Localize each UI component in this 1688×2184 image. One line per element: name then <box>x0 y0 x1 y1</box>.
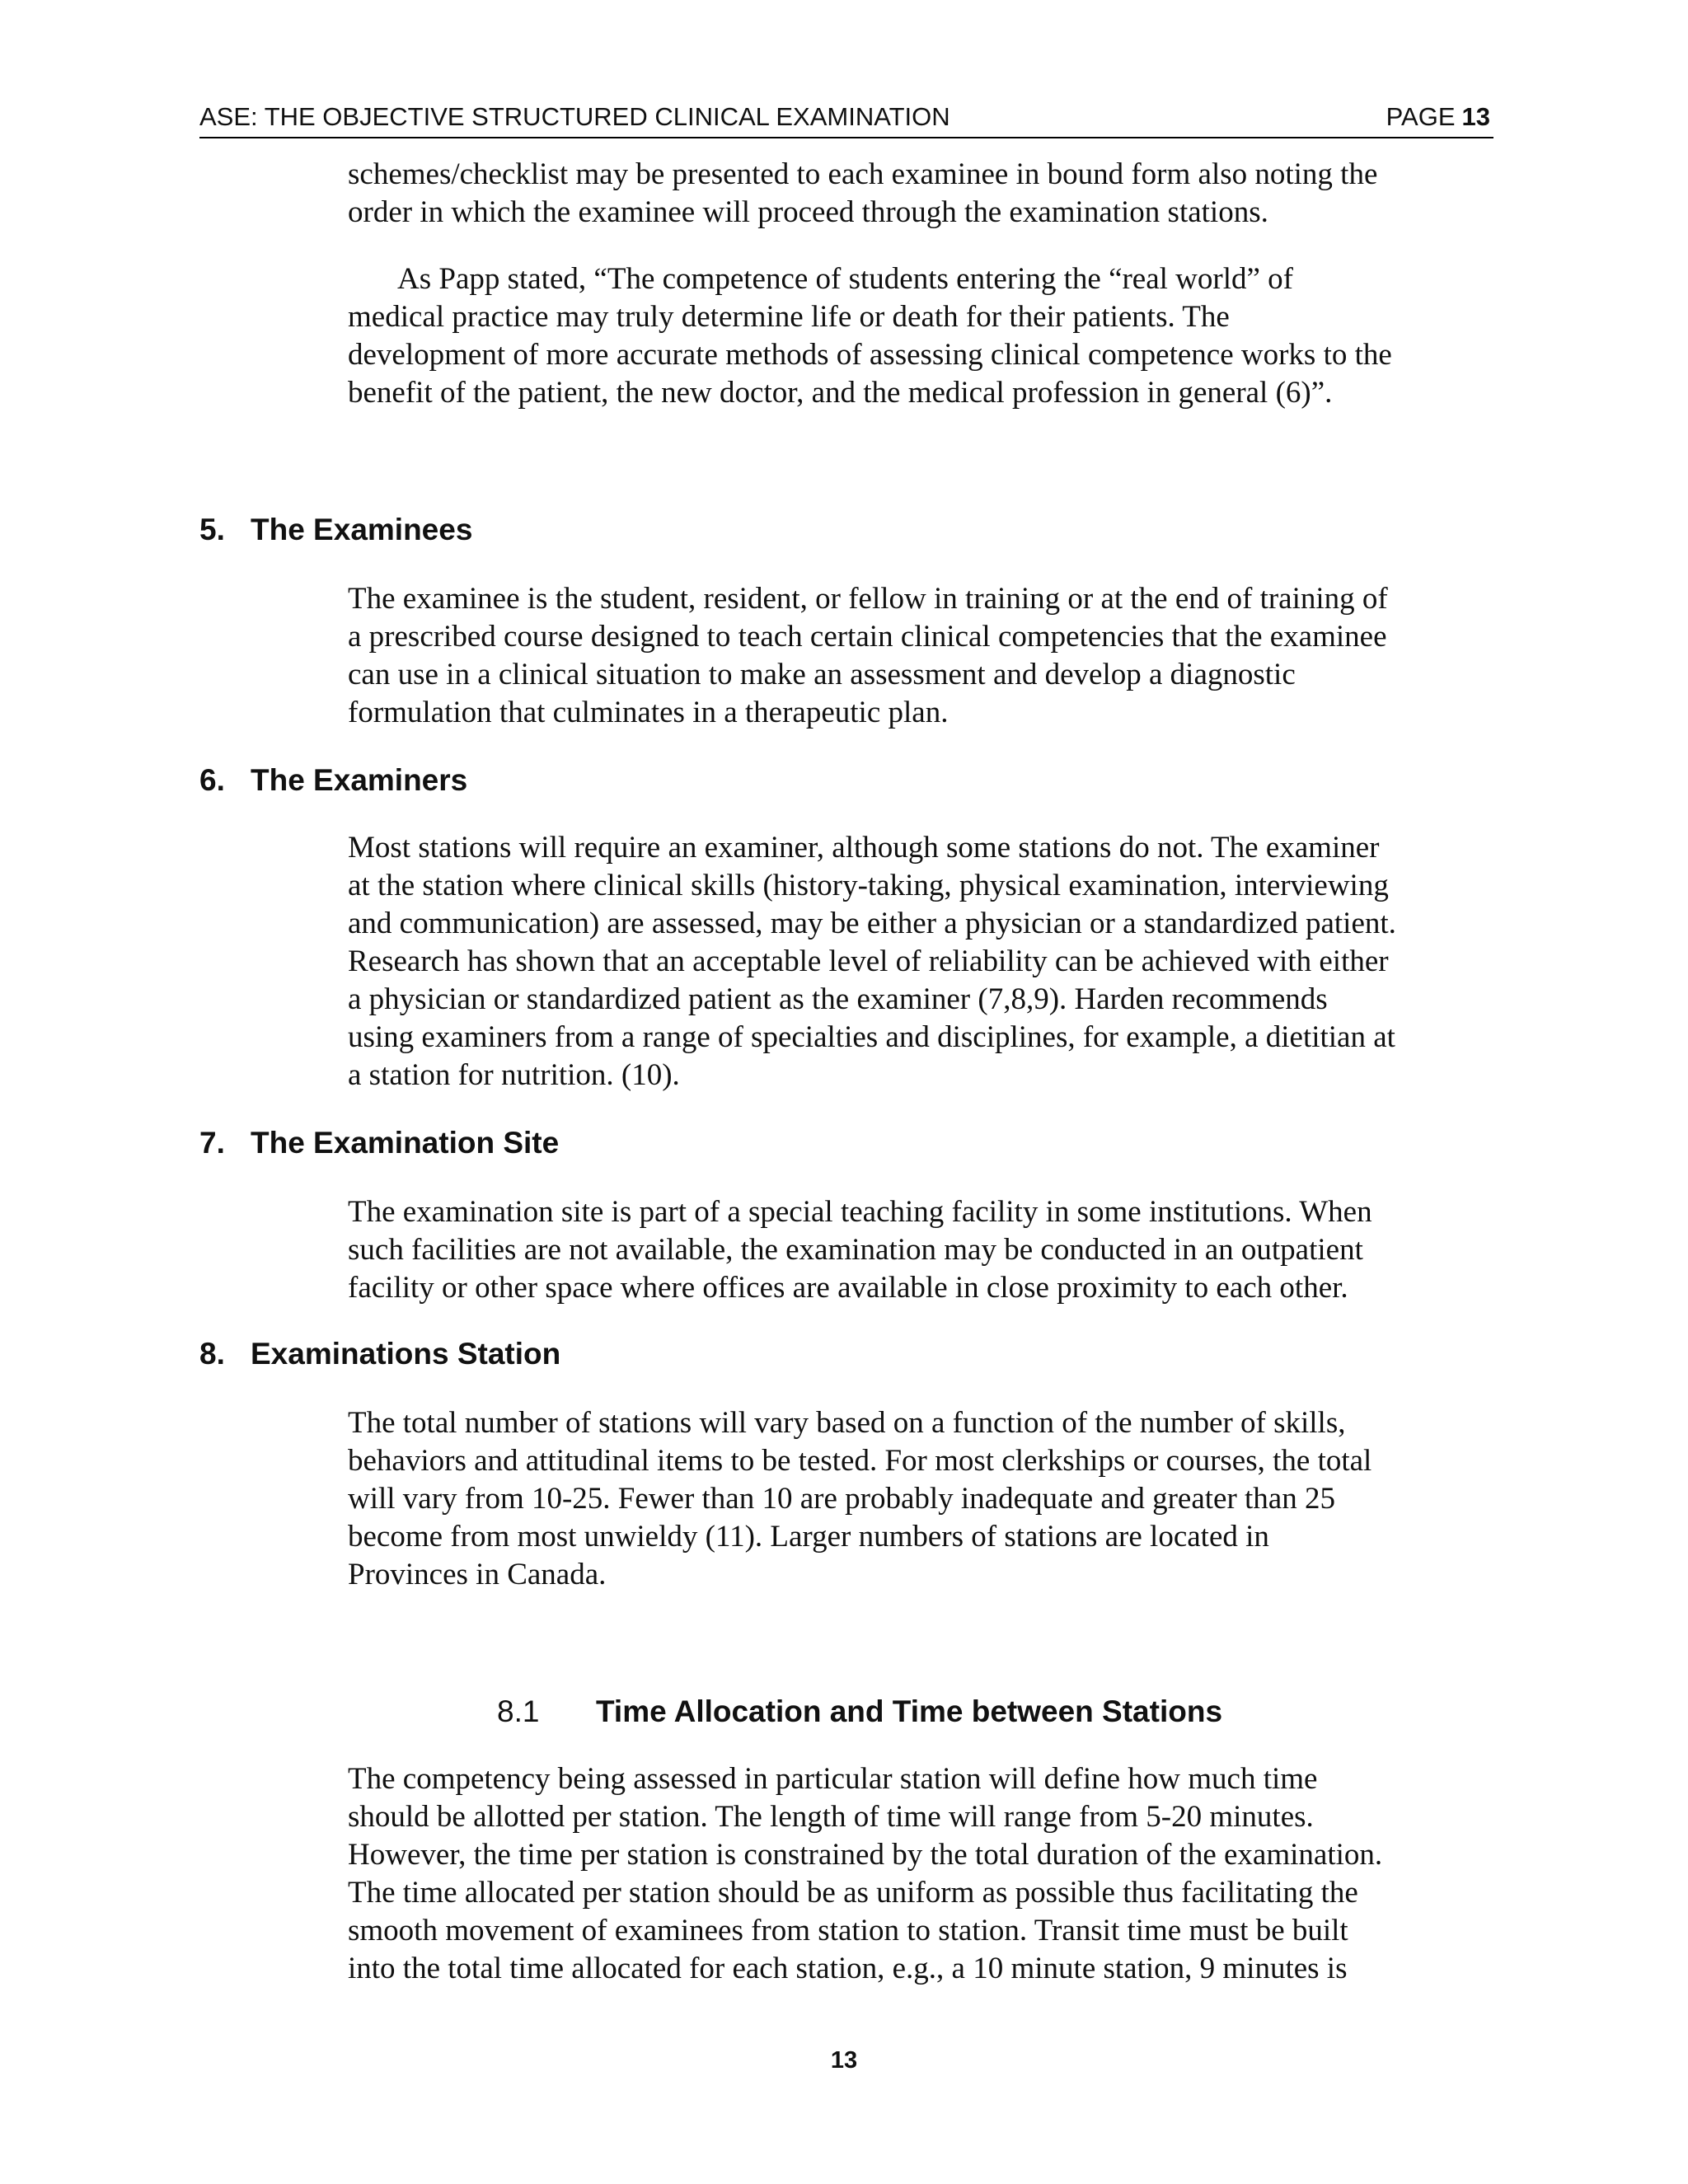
text-line: The total number of stations will vary based on a function of the number of skills, <box>348 1406 1346 1440</box>
section-body-examinations-station <box>348 1404 1372 1594</box>
header-page-indicator <box>1386 97 1490 137</box>
text-line: development of more accurate methods of assessing clinical competence works to the <box>348 338 1392 372</box>
subsection-number: 8.1 <box>497 1694 540 1728</box>
section-heading-examinations-station <box>199 1335 560 1373</box>
text-line: smooth movement of examinees from station to station. Transit time must be built <box>348 1914 1348 1947</box>
header-page-number: 13 <box>1461 102 1490 131</box>
text-line: The examinee is the student, resident, or fellow in training or at the end of training of <box>348 582 1388 616</box>
section-body-examination-site <box>348 1193 1372 1307</box>
text-line: formulation that culminates in a therapeutic plan. <box>348 696 949 729</box>
text-line: benefit of the patient, the new doctor, and the medical profession in general (6)”. <box>348 376 1333 410</box>
text-line: order in which the examinee will proceed through the examination stations. <box>348 195 1268 229</box>
text-line: a physician or standardized patient as the examiner (7,8,9). Harden recommends <box>348 982 1328 1016</box>
section-heading-examination-site <box>199 1124 559 1162</box>
section-body-examinees <box>348 580 1388 732</box>
text-line: should be allotted per station. The length of time will range from 5-20 minutes. <box>348 1800 1314 1834</box>
text-line: Provinces in Canada. <box>348 1558 607 1591</box>
text-line: and communication) are assessed, may be either a physician or a standardized patient. <box>348 907 1396 940</box>
text-line: a station for nutrition. (10). <box>348 1058 680 1092</box>
text-line: medical practice may truly determine life or death for their patients. The <box>348 300 1230 334</box>
text-line: Research has shown that an acceptable level of reliability can be achieved with either <box>348 944 1389 978</box>
text-line: The time allocated per station should be as uniform as possible thus facilitating the <box>348 1876 1358 1910</box>
subsection-body-time-allocation <box>348 1760 1382 1988</box>
text-line: Most stations will require an examiner, although some stations do not. The examiner <box>348 831 1380 865</box>
text-line: can use in a clinical situation to make an assessment and develop a diagnostic <box>348 658 1296 691</box>
text-line: As Papp stated, “The competence of students entering the “real world” of <box>397 262 1294 296</box>
header-page-label: PAGE <box>1386 102 1456 131</box>
section-number: 6. <box>199 763 225 797</box>
section-body-examiners <box>348 829 1396 1094</box>
running-header <box>199 97 1493 138</box>
footer-page-number: 13 <box>830 2047 858 2074</box>
section-heading-examiners <box>199 762 467 799</box>
section-number: 8. <box>199 1337 225 1371</box>
text-line: become from most unwieldy (11). Larger numbers of stations are located in <box>348 1520 1269 1554</box>
text-line: schemes/checklist may be presented to each examinee in bound form also noting the <box>348 157 1378 191</box>
subsection-heading-time-allocation <box>497 1693 1222 1731</box>
text-line: behaviors and attitudinal items to be tested. For most clerkships or courses, the total <box>348 1444 1372 1478</box>
section-title: The Examinees <box>251 513 473 546</box>
intro-paragraph-2 <box>348 260 1392 412</box>
section-title: Examinations Station <box>251 1337 561 1371</box>
section-number: 5. <box>199 513 225 546</box>
text-line: However, the time per station is constrained by the total duration of the examination. <box>348 1838 1383 1872</box>
text-line: The competency being assessed in particular station will define how much time <box>348 1762 1318 1796</box>
section-number: 7. <box>199 1126 225 1160</box>
section-title: The Examiners <box>251 763 468 797</box>
text-line: at the station where clinical skills (history-taking, physical examination, interviewing <box>348 869 1389 902</box>
text-line: a prescribed course designed to teach certain clinical competencies that the examinee <box>348 620 1387 654</box>
subsection-title: Time Allocation and Time between Stations <box>596 1694 1223 1728</box>
text-line: will vary from 10-25. Fewer than 10 are probably inadequate and greater than 25 <box>348 1482 1335 1516</box>
text-line: The examination site is part of a special teaching facility in some institutions. When <box>348 1195 1372 1229</box>
text-line: facility or other space where offices are available in close proximity to each other. <box>348 1271 1348 1305</box>
text-line: using examiners from a range of specialties and disciplines, for example, a dietitian at <box>348 1020 1395 1054</box>
section-title: The Examination Site <box>251 1126 560 1160</box>
intro-paragraph-1 <box>348 156 1377 232</box>
header-title: ASE: THE OBJECTIVE STRUCTURED CLINICAL EXAMINATION <box>199 102 950 131</box>
text-line: such facilities are not available, the examination may be conducted in an outpatient <box>348 1233 1363 1267</box>
section-heading-examinees <box>199 511 472 549</box>
text-line: into the total time allocated for each station, e.g., a 10 minute station, 9 minutes is <box>348 1952 1348 1985</box>
